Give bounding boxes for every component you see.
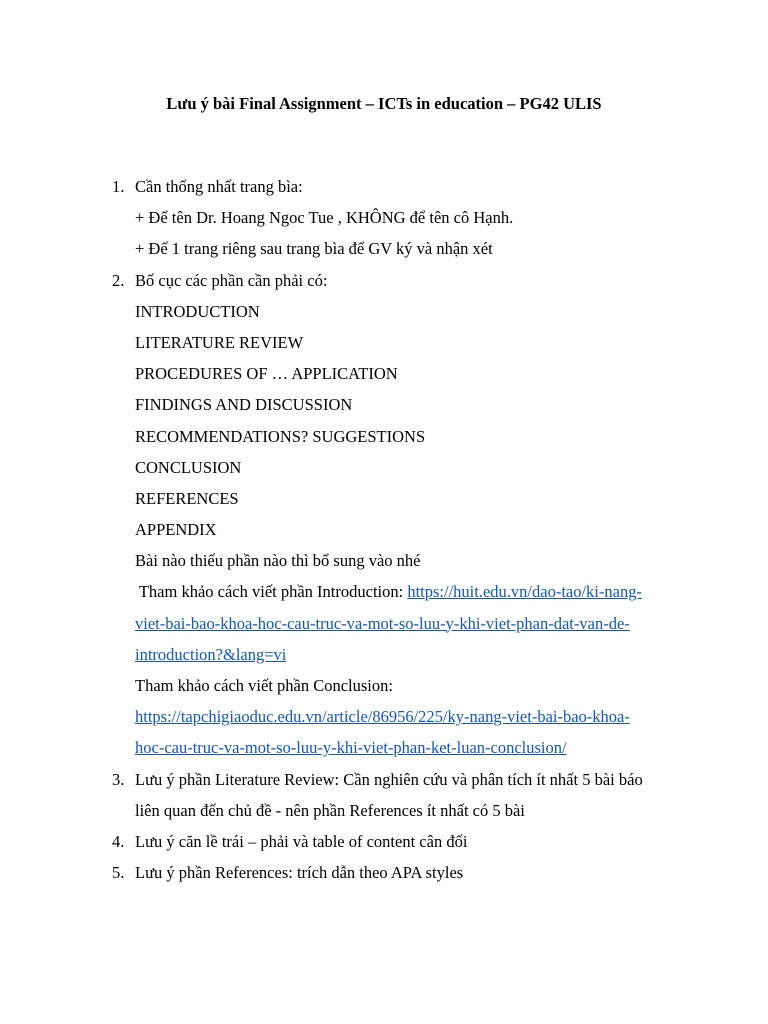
intro-reference-label: Tham khảo cách viết phần Introduction: bbox=[135, 582, 408, 602]
section-name: CONCLUSION bbox=[135, 457, 242, 477]
section-name: FINDINGS AND DISCUSSION bbox=[135, 395, 353, 415]
conclusion-reference-label: Tham khảo cách viết phần Conclusion: bbox=[135, 676, 393, 695]
list-number: 2. bbox=[112, 270, 125, 290]
intro-reference-link-cont bbox=[100, 608, 700, 639]
intro-reference-link[interactable]: introduction?&lang=vi bbox=[135, 644, 287, 664]
item-text: Lưu ý phần References: trích dẫn theo APA styles bbox=[135, 863, 464, 883]
section-name: APPENDIX bbox=[135, 520, 217, 540]
section-name: PROCEDURES OF … APPLICATION bbox=[135, 364, 398, 384]
list-number: 5. bbox=[112, 863, 125, 883]
conclusion-reference-link-line bbox=[100, 701, 700, 732]
item-line: + Để tên Dr. Hoang Ngoc Tue , KHÔNG để tên cô Hạnh. bbox=[135, 208, 514, 228]
intro-reference-link-cont bbox=[100, 639, 700, 670]
intro-reference-link[interactable]: https://huit.edu.vn/dao-tao/ki-nang- bbox=[407, 582, 642, 602]
numbered-list bbox=[100, 171, 700, 888]
conclusion-reference-link[interactable]: hoc-cau-truc-va-mot-so-luu-y-khi-viet-phan-ket-luan-conclusion/ bbox=[135, 738, 567, 758]
list-item-5 bbox=[100, 857, 700, 888]
intro-reference-line bbox=[100, 576, 700, 607]
intro-reference-link[interactable]: viet-bai-bao-khoa-hoc-cau-truc-va-mot-so-luu-y-khi-viet-phan-dat-van-de- bbox=[135, 613, 630, 633]
document-title: Lưu ý bài Final Assignment – ICTs in education – PG42 ULIS bbox=[166, 94, 602, 113]
list-number: 4. bbox=[112, 831, 125, 851]
item-line: liên quan đến chủ đề - nên phần References ít nhất có 5 bài bbox=[135, 800, 525, 820]
item-text: Lưu ý căn lề trái – phải và table of content cân đối bbox=[135, 831, 468, 851]
item-note: Bài nào thiếu phần nào thì bổ sung vào nhé bbox=[135, 551, 421, 571]
list-item-4 bbox=[100, 826, 700, 857]
section-name: REFERENCES bbox=[135, 488, 239, 508]
item-text: Lưu ý phần Literature Review: Cần nghiên cứu và phân tích ít nhất 5 bài báo bbox=[135, 769, 643, 789]
list-item-1 bbox=[100, 171, 700, 202]
item-heading: Cần thống nhất trang bìa: bbox=[135, 177, 303, 196]
list-number: 1. bbox=[112, 177, 125, 196]
section-name: LITERATURE REVIEW bbox=[135, 332, 304, 352]
item-line: + Để 1 trang riêng sau trang bìa để GV ký và nhận xét bbox=[135, 239, 493, 259]
conclusion-reference-link-line bbox=[100, 732, 700, 763]
item-heading: Bố cục các phần cần phải có: bbox=[135, 270, 328, 290]
conclusion-reference-link[interactable]: https://tapchigiaoduc.edu.vn/article/86956/225/ky-nang-viet-bai-bao-khoa- bbox=[135, 707, 630, 727]
section-name: RECOMMENDATIONS? SUGGESTIONS bbox=[135, 426, 426, 446]
list-item-3 bbox=[100, 764, 700, 795]
list-item-2 bbox=[100, 265, 700, 296]
section-name: INTRODUCTION bbox=[135, 301, 260, 321]
list-number: 3. bbox=[112, 769, 125, 789]
